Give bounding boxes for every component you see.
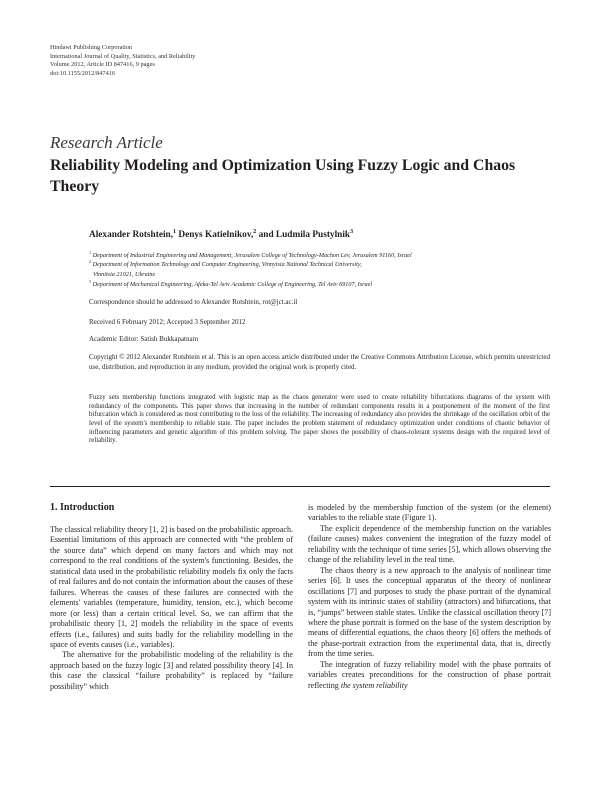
left-column: [50, 525, 293, 692]
paper-title: Reliability Modeling and Optimization Using Fuzzy Logic and Chaos Theory: [50, 157, 516, 195]
affiliation: [89, 249, 412, 260]
article-type: Research Article: [50, 133, 163, 152]
affiliation: [89, 258, 362, 269]
affiliation-marker: 3: [350, 228, 354, 235]
affiliation-text: Department of Information Technology and Computer Engineering, Vinnytsia National Technical University,: [92, 261, 362, 268]
academic-editor: Academic Editor: Satish Bukkapatnam: [89, 335, 199, 343]
paragraph: is modeled by the membership function of the system (or the element) variables to the reliable state (Figure 1).: [308, 503, 551, 523]
section-heading: 1. Introduction: [50, 502, 115, 513]
paragraph: The alternative for the probabilistic modeling of the reliability is the approach based on the fuzzy logic [3] and related possibility theory [4]. In this case the classical “failure probability” is replaced by “failure possibility” which: [50, 650, 293, 691]
paragraph: The chaos theory is a new approach to the analysis of nonlinear time series [6]. It uses the conceptual apparatus of the theory of nonlinear oscillations [7] and purposes to study the phase portrait of the dynamical system with its intrinsic states of stability (attractors) and bifurcations, that is, “jumps” between stable states. Unlike the classical oscillation theory [7] where the phase portrait is formed on the base of the system description by means of differential equations, the chaos theory [6] offers the methods of the phase-portrait extraction from the experimental data, that is, directly from the time series.: [308, 565, 551, 659]
received-dates: Received 6 February 2012; Accepted 3 September 2012: [89, 318, 246, 326]
journal-name: International Journal of Quality, Statistics, and Reliability: [50, 52, 196, 60]
affiliation: [89, 278, 373, 289]
paragraph-text: The integration of fuzzy reliability model with the phase portraits of variables creates preconditions for the construction of phase portrait reflecting: [308, 659, 551, 690]
copyright-notice: Copyright © 2012 Alexander Rotshtein et al. This is an open access article distributed under the Creative Commons Attribution License, which permits unrestricted use, distribution, and reproduction in any medium, provided the original work is properly cited.: [89, 353, 550, 371]
author-name: Alexander Rotshtein,: [89, 230, 174, 240]
volume-info: Volume 2012, Article ID 847416, 9 pages: [50, 61, 155, 69]
right-column: [308, 503, 551, 691]
affiliation-marker: 1: [173, 228, 177, 235]
author-list: [89, 230, 353, 240]
affiliation-text: Department of Mechanical Engineering, Afeka-Tel Aviv Academic College of Engineering, Tel Aviv 69107, Israel: [92, 281, 373, 288]
affiliation-marker: 2: [89, 258, 92, 264]
section-divider: [50, 486, 550, 487]
paragraph: The explicit dependence of the membership function on the variables (failure causes) makes convenient the integration of the fuzzy model of reliability with the technique of time series [5], which allows observing the change of the reliability level in the real time.: [308, 523, 551, 565]
affiliation: [93, 271, 155, 279]
paragraph: The classical reliability theory [1, 2] is based on the probabilistic approach. Essential limitations of this approach are connected with “the problem of the source data” which depend on many factors and which may not correspond to the real conditions of the system's functioning. Besides, the statistical data used in the probabilistic reliability models fix only the facts of real failures and do not contain the information about the causes of these failures. Whereas the causes of these failures are connected with the elements' variables (temperature, humidity, tension, etc.), which become more (or less) than a certain critical level. So, we can affirm that the probabilistic theory [1, 2] models the reliability in the space of events effects (i.e., failures) and suits badly for the reliability modelling in the space of events causes (i.e., variables).: [50, 525, 293, 649]
paragraph: [308, 660, 551, 691]
affiliation-marker: 2: [253, 228, 257, 235]
affiliation-text: Department of Industrial Engineering and Management, Jerusalem College of Technology-Machon Lev, Jerusalem 91160, Israel: [92, 252, 412, 259]
journal-header: [50, 44, 195, 78]
affiliation-marker: 1: [89, 249, 92, 255]
affiliation-marker: 3: [89, 278, 92, 284]
correspondence: Correspondence should be addressed to Alexander Rotshtein, rot@jct.ac.il: [89, 298, 298, 306]
abstract: Fuzzy sets membership functions integrated with logistic map as the chaos generator were used to create reliability bifurcations diagrams of the system with redundancy of the components. This paper shows that increasing in the number of redundant components results in a postponement of the moment of the first bifurcation which is considered as most contributing to the loss of the reliability. The increasing of redundancy also provides the shrinkage of the oscillation orbit of the level of the system's membership to reliable state. The paper includes the problem statement of redundancy optimization under conditions of chaotic behavior of influencing parameters and genetic algorithm of this problem solving. The paper shows the possibility of chaos-tolerant systems design with the required level of reliability.: [89, 394, 550, 445]
doi: doi:10.1155/2012/847416: [50, 69, 116, 77]
author-name: and Ludmila Pustylnik: [256, 230, 351, 240]
author-name: Denys Katielnikov,: [176, 230, 254, 240]
affiliation-text: Vinnitsia 21021, Ukraine: [93, 271, 156, 278]
emphasis: the system reliability: [340, 680, 408, 690]
publisher: Hindawi Publishing Corporation: [50, 44, 133, 51]
